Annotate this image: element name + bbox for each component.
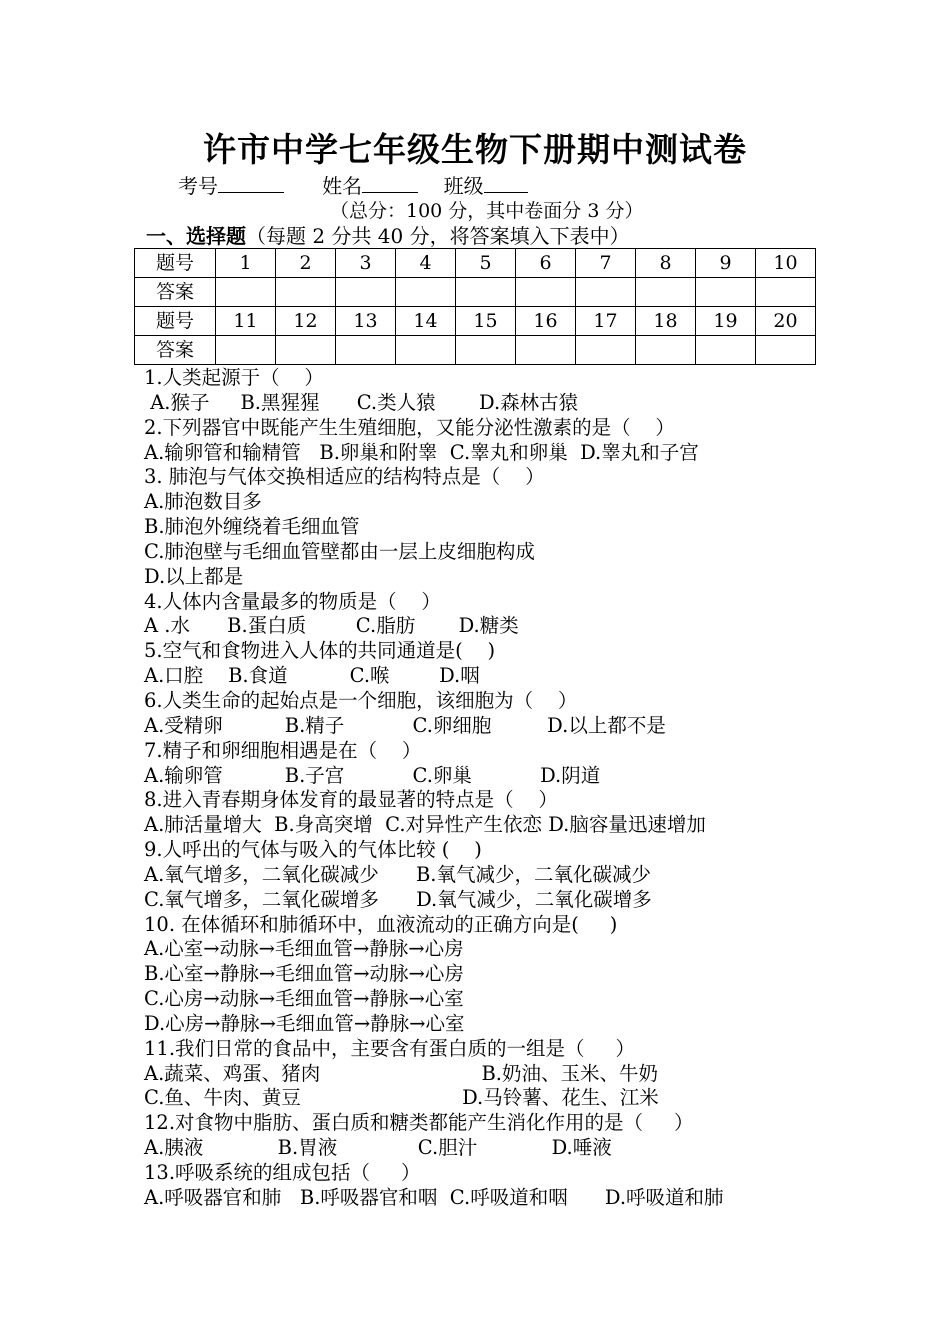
exam-no-label: 考号	[178, 174, 218, 198]
answer-cell[interactable]	[516, 278, 576, 307]
class-label: 班级	[443, 174, 484, 198]
question-line: 5.空气和食物进入人体的共同通道是( )	[144, 639, 496, 663]
answer-cell[interactable]	[336, 278, 396, 307]
question-number: 5	[456, 249, 516, 278]
question-line: 2.下列器官中既能产生生殖细胞，又能分泌性激素的是（ ）	[144, 415, 675, 439]
question-line: 10. 在体循环和肺循环中，血液流动的正确方向是( )	[144, 912, 618, 936]
answer-row-2	[135, 336, 816, 365]
question-number: 3	[336, 249, 396, 278]
option-line: C.心房→动脉→毛细血管→静脉→心室	[144, 987, 464, 1011]
answer-cell[interactable]	[756, 336, 816, 365]
option-line: A.受精卵 B.精子 C.卵细胞 D.以上都不是	[144, 713, 666, 737]
answer-cell[interactable]	[696, 278, 756, 307]
row-label-answer: 答案	[135, 278, 216, 307]
answer-cell[interactable]	[636, 336, 696, 365]
option-line: A.呼吸器官和肺 B.呼吸器官和咽 C.呼吸道和咽 D.呼吸道和肺	[144, 1185, 724, 1209]
option-line: A.肺泡数目多	[144, 490, 262, 514]
class-blank[interactable]	[484, 172, 528, 193]
answer-cell[interactable]	[516, 336, 576, 365]
question-number: 20	[756, 307, 816, 336]
question-line: 1.人类起源于（ ）	[144, 366, 324, 389]
option-line: C.肺泡壁与毛细血管壁都由一层上皮细胞构成	[144, 539, 535, 563]
row-label-number: 题号	[135, 307, 216, 336]
option-line: A.心室→动脉→毛细血管→静脉→心房	[144, 937, 464, 961]
answer-cell[interactable]	[276, 278, 336, 307]
option-line: A.口腔 B.食道 C.喉 D.咽	[144, 664, 480, 688]
answer-cell[interactable]	[636, 278, 696, 307]
questions-list	[144, 366, 844, 1211]
option-line: A.蔬菜、鸡蛋、猪肉 B.奶油、玉米、牛奶	[144, 1061, 658, 1085]
section-note: （每题 2 分共 40 分，将答案填入下表中）	[246, 224, 630, 248]
exam-no-blank[interactable]	[218, 172, 284, 193]
question-number: 13	[336, 307, 396, 336]
number-row-1	[135, 249, 816, 278]
option-line: D.以上都是	[144, 564, 244, 588]
question-line: 3. 肺泡与气体交换相适应的结构特点是（ ）	[144, 465, 545, 489]
option-line: C.鱼、牛肉、黄豆 D.马铃薯、花生、江米	[144, 1086, 659, 1110]
option-line: A.肺活量增大 B.身高突增 C.对异性产生依恋 D.脑容量迅速增加	[144, 813, 706, 837]
name-label: 姓名	[322, 174, 363, 198]
question-number: 17	[576, 307, 636, 336]
question-number: 4	[396, 249, 456, 278]
question-line: 4.人体内含量最多的物质是（ ）	[144, 589, 441, 613]
option-line: A.胰液 B.胃液 C.胆汁 D.唾液	[144, 1136, 612, 1160]
answer-cell[interactable]	[216, 278, 276, 307]
answer-cell[interactable]	[696, 336, 756, 365]
answer-cell[interactable]	[396, 278, 456, 307]
option-line: A.氧气增多，二氧化碳减少 B.氧气减少，二氧化碳减少	[144, 862, 652, 886]
question-number: 14	[396, 307, 456, 336]
question-line: 11.我们日常的食品中，主要含有蛋白质的一组是（ ）	[144, 1036, 636, 1060]
section-title: 一、选择题	[146, 224, 246, 248]
question-number: 18	[636, 307, 696, 336]
question-number: 15	[456, 307, 516, 336]
answer-cell[interactable]	[336, 336, 396, 365]
answer-row-1	[135, 278, 816, 307]
question-number: 16	[516, 307, 576, 336]
question-line: 6.人类生命的起始点是一个细胞，该细胞为（ ）	[144, 688, 578, 712]
answer-cell[interactable]	[276, 336, 336, 365]
question-line: 12.对食物中脂肪、蛋白质和糖类都能产生消化作用的是（ ）	[144, 1111, 694, 1135]
option-line: A.猴子 B.黑猩猩 C.类人猿 D.森林古猿	[144, 390, 579, 414]
question-line: 13.呼吸系统的组成包括（ ）	[144, 1161, 421, 1184]
question-number: 12	[276, 307, 336, 336]
question-number: 6	[516, 249, 576, 278]
page-title: 许市中学七年级生物下册期中测试卷	[203, 130, 747, 169]
name-blank[interactable]	[362, 172, 418, 193]
question-number: 2	[276, 249, 336, 278]
question-line: 7.精子和卵细胞相遇是在（ ）	[144, 738, 422, 762]
answer-cell[interactable]	[396, 336, 456, 365]
row-label-answer: 答案	[135, 336, 216, 365]
question-number: 8	[636, 249, 696, 278]
answer-cell[interactable]	[456, 336, 516, 365]
question-number: 7	[576, 249, 636, 278]
row-label-number: 题号	[135, 249, 216, 278]
option-line: B.肺泡外缠绕着毛细血管	[144, 515, 360, 539]
answer-cell[interactable]	[216, 336, 276, 365]
question-number: 10	[756, 249, 816, 278]
question-number: 9	[696, 249, 756, 278]
answer-cell[interactable]	[456, 278, 516, 307]
option-line: A.输卵管 B.子宫 C.卵巢 D.阴道	[144, 763, 601, 787]
question-number: 1	[216, 249, 276, 278]
answer-cell[interactable]	[756, 278, 816, 307]
number-row-2	[135, 307, 816, 336]
question-number: 19	[696, 307, 756, 336]
option-line: A.输卵管和输精管 B.卵巢和附睾 C.睾丸和卵巢 D.睾丸和子宫	[144, 440, 699, 464]
option-line: A .水 B.蛋白质 C.脂肪 D.糖类	[144, 614, 519, 638]
option-line: D.心房→静脉→毛细血管→静脉→心室	[144, 1011, 465, 1035]
student-info-line	[178, 172, 528, 200]
score-note: （总分：100 分，其中卷面分 3 分）	[330, 200, 644, 222]
option-line: B.心室→静脉→毛细血管→动脉→心房	[144, 962, 464, 986]
answer-table	[134, 248, 816, 365]
option-line: C.氧气增多，二氧化碳增多 D.氧气减少，二氧化碳增多	[144, 887, 652, 911]
answer-cell[interactable]	[576, 278, 636, 307]
question-line: 8.进入青春期身体发育的最显著的特点是（ ）	[144, 788, 558, 812]
answer-cell[interactable]	[576, 336, 636, 365]
question-line: 9.人呼出的气体与吸入的气体比较 ( )	[144, 838, 482, 862]
question-number: 11	[216, 307, 276, 336]
section-heading	[146, 222, 630, 250]
